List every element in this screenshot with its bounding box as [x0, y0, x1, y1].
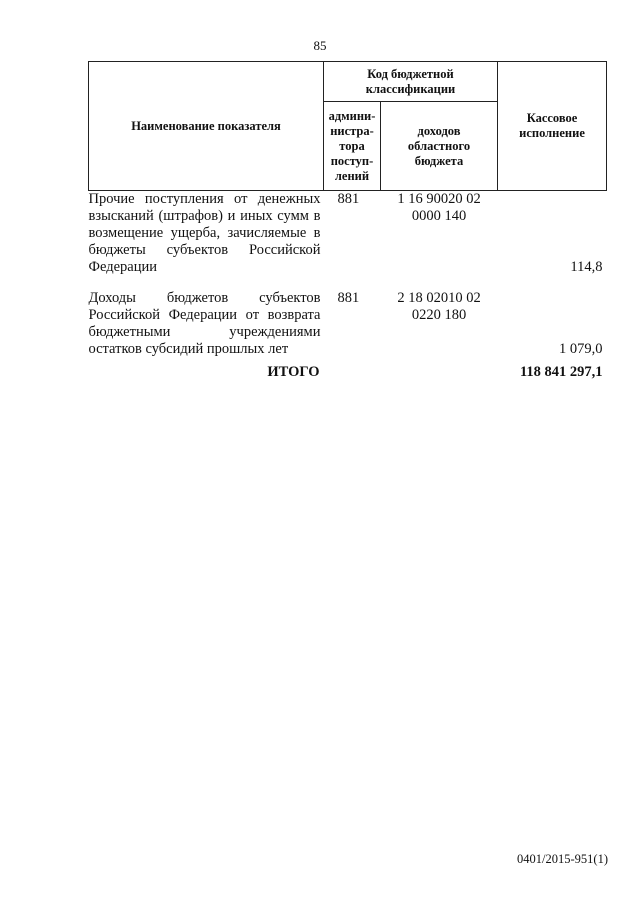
page-number: 85 [313, 38, 327, 53]
row-income-code-line: 2 18 02010 02 [397, 290, 481, 306]
header-admin-line: админи- [328, 108, 376, 123]
header-income-line: бюджета [414, 153, 464, 168]
row-admin-code: 881 [337, 290, 360, 306]
row-income-code-line: 0220 180 [411, 307, 467, 323]
table-row [89, 290, 607, 358]
header-income-line: областного [407, 138, 471, 153]
row-amount: 1 079,0 [559, 341, 603, 357]
total-row [89, 358, 607, 381]
header-admin-column [324, 102, 381, 191]
header-admin-line: поступ- [330, 153, 374, 168]
header-income-column [381, 102, 498, 191]
row-admin-code: 881 [337, 191, 360, 207]
row-income-code [381, 290, 498, 358]
budget-table [88, 61, 607, 381]
header-execution-line: исполнение [519, 126, 585, 140]
row-income-code [381, 191, 498, 277]
header-admin-line: лений [334, 168, 370, 183]
table-row [89, 191, 607, 277]
header-income-line: доходов [417, 123, 461, 138]
row-spacer [89, 276, 607, 290]
header-execution-line: Кассовое [526, 111, 578, 125]
row-amount: 114,8 [570, 259, 603, 275]
row-income-code-line: 0000 140 [411, 208, 467, 224]
header-admin-line: тора [339, 138, 365, 153]
header-code-group: Код бюджетной классификации [324, 62, 498, 102]
row-income-code-line: 1 16 90020 02 [397, 191, 481, 207]
header-name-column: Наименование показателя [89, 62, 324, 191]
row-name: Прочие поступления от денежных взысканий (штрафов) и иных сумм в возмещение ущерба, зачисляемые в бюджеты субъектов Российской Федерации [88, 191, 321, 275]
total-amount: 118 841 297,1 [519, 364, 603, 380]
row-name: Доходы бюджетов субъектов Российской Федерации от возврата бюджетными учреждениями остатков субсидий прошлых лет [88, 290, 321, 357]
header-admin-line: нистра- [330, 123, 374, 138]
header-execution-column [498, 62, 607, 191]
document-footer-code: 0401/2015-951(1) [517, 852, 608, 866]
total-label: ИТОГО [267, 364, 320, 380]
